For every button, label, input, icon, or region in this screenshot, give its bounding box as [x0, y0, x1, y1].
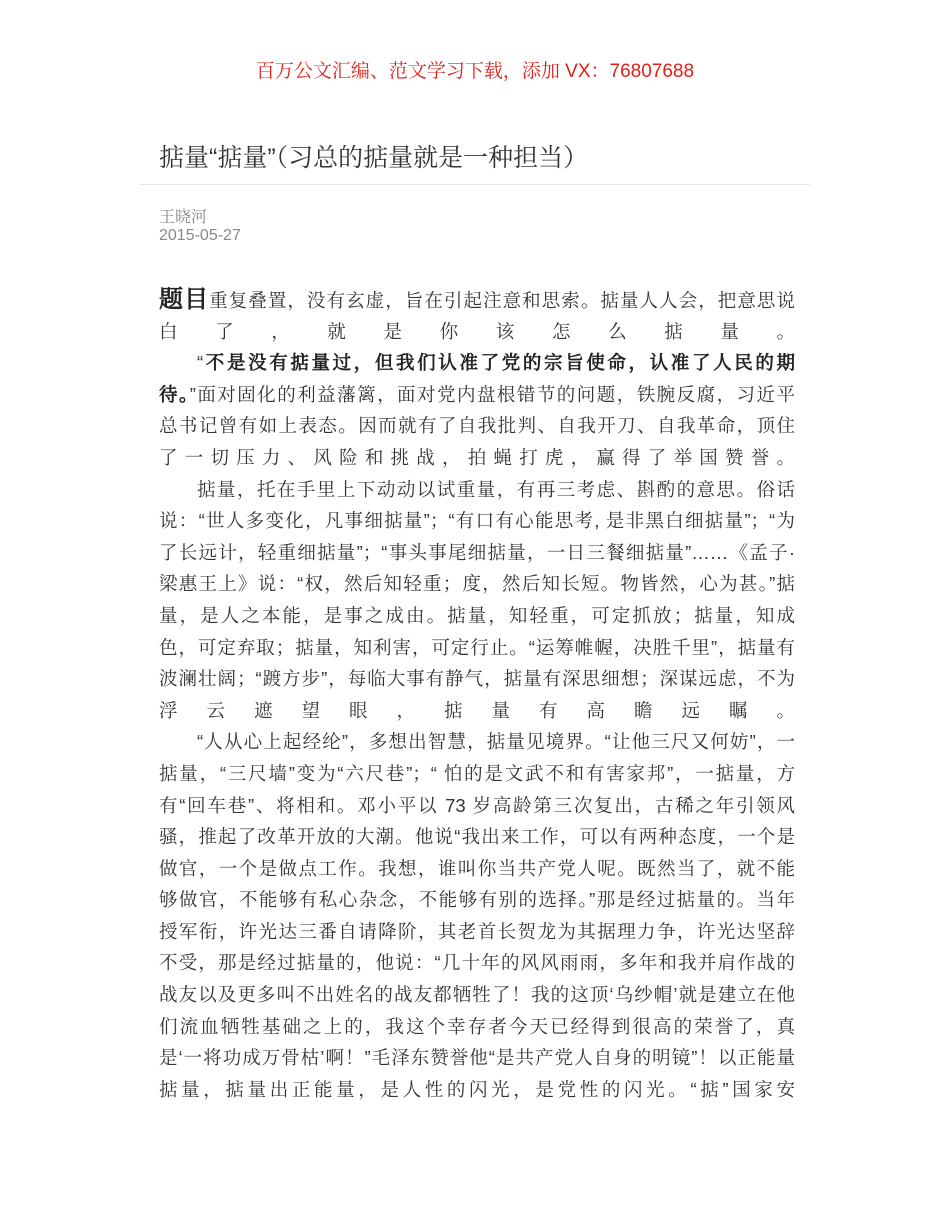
text-line	[159, 947, 795, 979]
text-segment: 掂量，“三尺墙”变为“六尺巷”；“ 怕的是文武不和有害家邦”，一掂量，方	[159, 762, 795, 784]
article-body	[159, 284, 795, 1105]
text-segment: 说：“世人多变化，凡事细掂量”；“有口有心能思考, 是非黑白细掂量”；“为	[159, 510, 795, 532]
text-segment: 重复叠置，没有玄虚，旨在引起注意和思索。掂量人人会，把意思说	[209, 290, 795, 311]
text-segment: 有“回车巷”、将相和。邓小平以 73 岁高龄第三次复出，古稀之年引领风	[159, 794, 795, 816]
text-line	[159, 790, 795, 822]
text-segment: 量，是人之本能，是事之成由。掂量，知轻重，可定抓放；掂量，知成	[159, 604, 795, 626]
text-line	[159, 821, 795, 853]
text-line	[159, 442, 795, 474]
text-segment: 授军衔，许光达三番自请降阶，其老首长贺龙为其据理力争，许光达坚辞	[159, 920, 795, 942]
text-segment: 够做官，不能够有私心杂念，不能够有别的选择。”那是经过掂量的。当年	[159, 889, 795, 911]
text-segment: 白了，就是你该怎么掂量。	[159, 320, 795, 342]
text-line	[159, 663, 795, 695]
text-line	[159, 1074, 795, 1106]
text-segment: 色，可定弃取；掂量，知利害，可定行止。“运筹帷幄，决胜千里”，掂量有	[159, 636, 795, 658]
text-line	[159, 979, 795, 1011]
text-line	[159, 726, 795, 758]
text-segment: 梁惠王上》说：“权，然后知轻重；度，然后知长短。物皆然，心为甚。”掂	[159, 573, 795, 595]
text-segment: 掂量，掂量出正能量，是人性的闪光，是党性的闪光。“掂”国家安	[159, 1078, 795, 1100]
bold-text: 不是没有掂量过，但我们认准了党的宗旨使命，认准了人民的期	[203, 352, 795, 374]
text-line	[159, 1042, 795, 1074]
text-segment: “人从心上起经纶”，多想出智慧，掂量见境界。“让他三尺又何妨”，一	[197, 731, 795, 753]
text-segment: “	[197, 352, 204, 374]
text-segment: 了长远计，轻重细掂量”；“事头事尾细掂量，一日三餐细掂量”……《孟子·	[159, 541, 795, 563]
text-line	[159, 284, 795, 316]
text-line	[159, 410, 795, 442]
lead-heading: 题目	[159, 286, 210, 313]
text-line	[159, 758, 795, 790]
text-line	[159, 474, 795, 506]
text-line	[159, 505, 795, 537]
text-segment: 骚，推起了改革开放的大潮。他说“我出来工作，可以有两种态度，一个是	[159, 826, 795, 848]
text-line	[159, 884, 795, 916]
text-line	[159, 537, 795, 569]
text-line	[159, 632, 795, 664]
text-segment: ”面对固化的利益藩篱，面对党内盘根错节的问题，铁腕反腐，习近平	[189, 383, 795, 405]
article-title: 掂量“掂量”（习总的掂量就是一种担当）	[159, 144, 589, 172]
bold-text: 待。	[159, 383, 190, 405]
text-line	[159, 379, 795, 411]
text-segment: 浮云遮望眼，掂量有高瞻远瞩。	[159, 699, 795, 721]
text-segment: 做官，一个是做点工作。我想，谁叫你当共产党人呢。既然当了，就不能	[159, 857, 795, 879]
text-segment: 掂量，托在手里上下动动以试重量，有再三考虑、斟酌的意思。俗话	[197, 478, 795, 500]
title-divider	[140, 184, 810, 185]
text-segment: 是‘一将功成万骨枯’啊！”毛泽东赞誉他“是共产党人自身的明镜”！以正能量	[159, 1047, 795, 1069]
text-line	[159, 347, 795, 379]
text-line	[159, 600, 795, 632]
text-segment: 战友以及更多叫不出姓名的战友都牺牲了！我的这顶‘乌纱帽’就是建立在他	[159, 984, 795, 1006]
article-author: 王晓河	[159, 209, 208, 226]
text-line	[159, 568, 795, 600]
text-segment: 波澜壮阔；“踱方步”，每临大事有静气，掂量有深思细想；深谋远虑，不为	[159, 668, 795, 690]
text-line	[159, 695, 795, 727]
text-segment: 不受，那是经过掂量的，他说：“几十年的风风雨雨，多年和我并肩作战的	[159, 952, 795, 974]
text-line	[159, 316, 795, 348]
text-segment: 们流血牺牲基础之上的，我这个幸存者今天已经得到很高的荣誉了，真	[159, 1015, 795, 1037]
text-segment: 了一切压力、风险和挑战，拍蝇打虎，赢得了举国赞誉。	[159, 446, 795, 468]
text-line	[159, 1011, 795, 1043]
text-line	[159, 916, 795, 948]
promo-banner: 百万公文汇编、范文学习下载，添加 VX：76807688	[255, 61, 695, 82]
text-segment: 总书记曾有如上表态。因而就有了自我批判、自我开刀、自我革命，顶住	[159, 415, 795, 437]
article-date: 2015-05-27	[159, 227, 241, 244]
text-line	[159, 853, 795, 885]
